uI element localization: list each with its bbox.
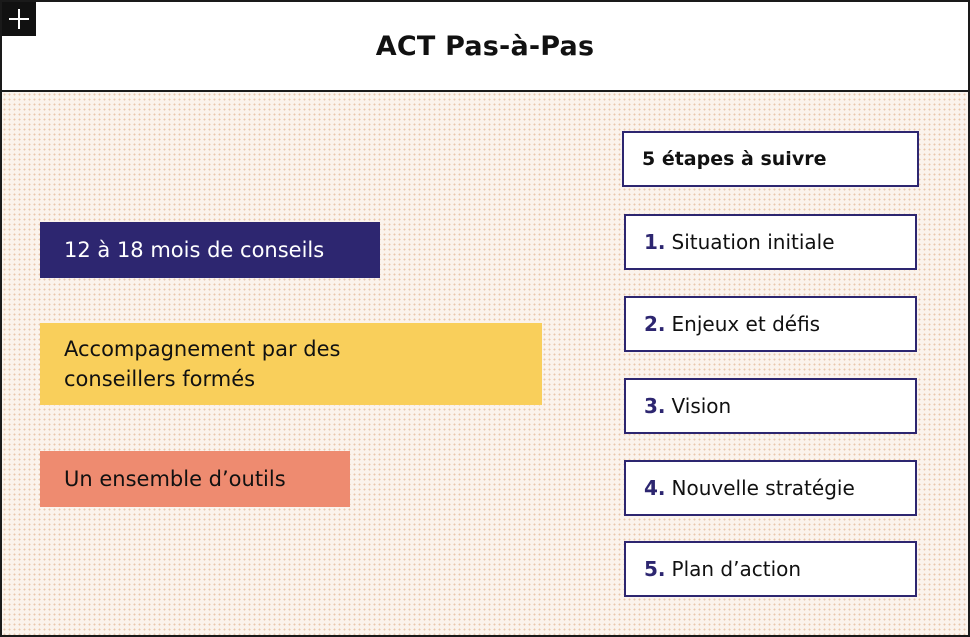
- step-1-label: Situation initiale: [671, 230, 835, 254]
- step-5-number: 5.: [644, 557, 666, 581]
- steps-heading: 5 étapes à suivre: [642, 148, 827, 170]
- tag-duration: [40, 222, 380, 278]
- tag-duration-label: 12 à 18 mois de conseils: [64, 238, 325, 262]
- step-3-label: Vision: [671, 394, 732, 418]
- step-1-number: 1.: [644, 230, 666, 254]
- step-2-number: 2.: [644, 312, 666, 336]
- steps-heading-box: [622, 131, 919, 187]
- tag-tools-label: Un ensemble d’outils: [64, 467, 286, 491]
- step-2: [624, 296, 917, 352]
- tag-coaching: [40, 323, 542, 405]
- step-1: [624, 214, 917, 270]
- step-5-label: Plan d’action: [671, 557, 802, 581]
- step-5: [624, 541, 917, 597]
- title-bar: [2, 2, 968, 92]
- tag-tools: [40, 451, 350, 507]
- step-4-number: 4.: [644, 476, 666, 500]
- page-title: ACT Pas-à-Pas: [375, 30, 595, 62]
- diagram-body: [2, 92, 968, 635]
- step-2-label: Enjeux et défis: [671, 312, 821, 336]
- step-3: [624, 378, 917, 434]
- tag-coaching-label: Accompagnement par des conseillers formés: [64, 337, 341, 391]
- plus-icon[interactable]: [2, 2, 36, 36]
- step-3-number: 3.: [644, 394, 666, 418]
- step-4-label: Nouvelle stratégie: [671, 476, 855, 500]
- step-4: [624, 460, 917, 516]
